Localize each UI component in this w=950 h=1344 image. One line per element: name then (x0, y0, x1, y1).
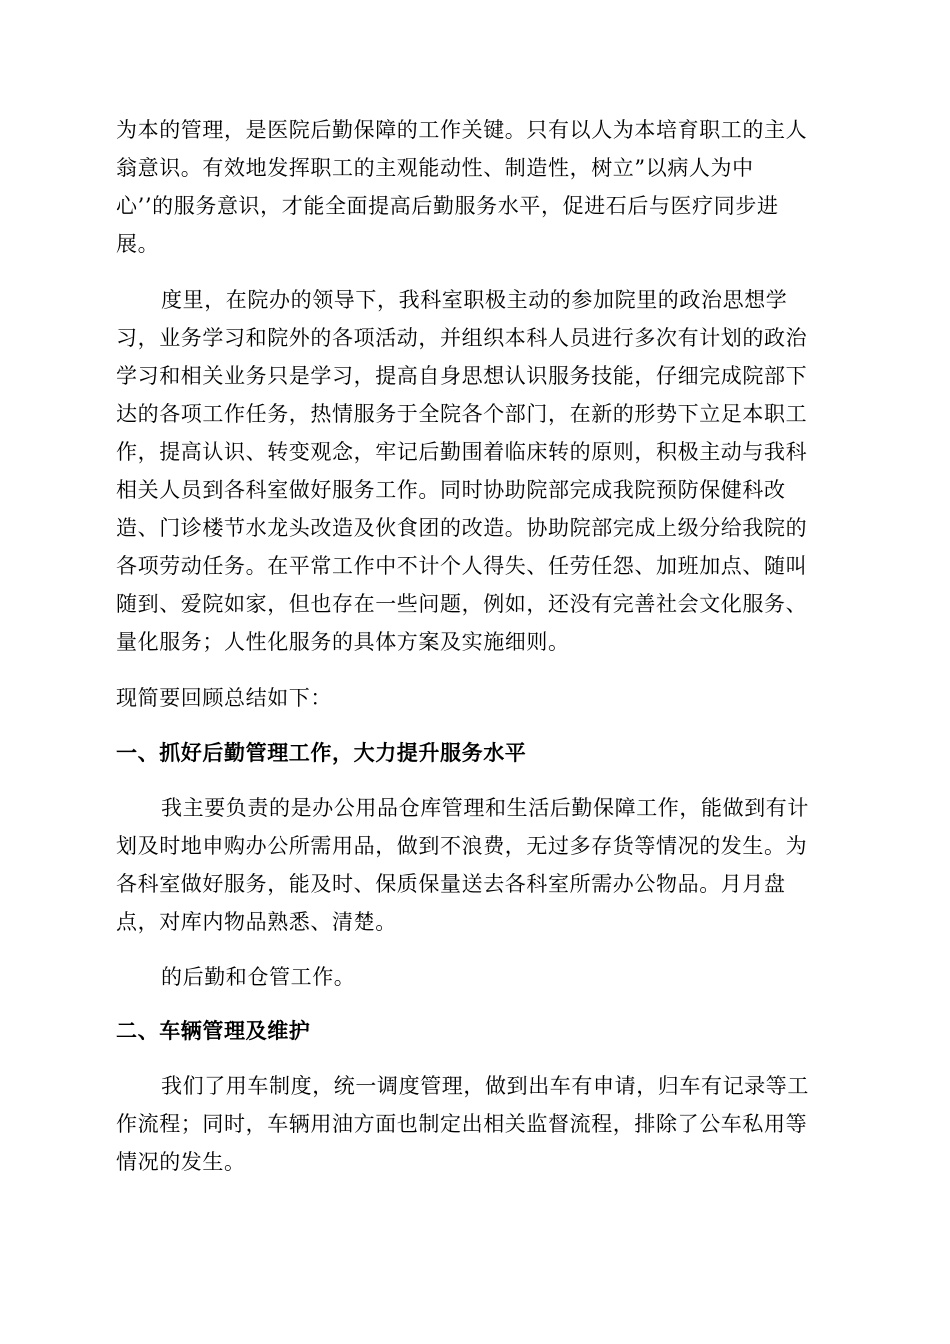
text-line: 我主要负责的是办公用品仓库管理和生活后勤保障工作，能做到有计 (161, 796, 809, 820)
text-line: 展。 (116, 232, 160, 256)
text-line: 情况的发生。 (116, 1150, 246, 1174)
section-heading: 一、抓好后勤管理工作，大力提升服务水平 (116, 740, 527, 765)
text-line: 相关人员到各科室做好服务工作。同时协助院部完成我院预防保健科改 (116, 478, 786, 502)
text-line: 习，业务学习和院外的各项活动，并组织本科人员进行多次有计划的政治 (116, 326, 808, 350)
text-line: 的后勤和仓管工作。 (161, 965, 356, 989)
text-line: 造、门诊楼节水龙头改造及伙食团的改造。协助院部完成上级分给我院的 (116, 516, 808, 540)
text-line: 点，对库内物品熟悉、清楚。 (116, 910, 397, 934)
text-line: 达的各项工作任务，热情服务于全院各个部门，在新的形势下立足本职工 (116, 402, 808, 426)
text-line: 随到、爱院如家，但也存在一些问题，例如，还没有完善社会文化服务、 (116, 592, 808, 616)
text-line: 作流程；同时，车辆用油方面也制定出相关监督流程，排除了公车私用等 (116, 1112, 808, 1136)
text-line: 心’’的服务意识，才能全面提高后勤服务水平，促进石后与医疗同步进 (116, 194, 779, 218)
text-line: 量化服务；人性化服务的具体方案及实施细则。 (116, 630, 570, 654)
text-line: 划及时地申购办公所需用品，做到不浪费，无过多存货等情况的发生。为 (116, 834, 808, 858)
text-line: 各项劳动任务。在平常工作中不计个人得失、任劳任怨、加班加点、随叫 (116, 554, 808, 578)
text-line: 度里，在院办的领导下，我科室职极主动的参加院里的政治思想学 (161, 288, 788, 312)
text-line: 为本的管理，是医院后勤保障的工作关键。只有以人为本培育职工的主人 (116, 118, 808, 142)
text-line: 我们了用车制度，统一调度管理，做到出车有申请，归车有记录等工 (161, 1074, 809, 1098)
text-line: 现简要回顾总结如下： (116, 686, 332, 710)
text-line: 翁意识。有效地发挥职工的主观能动性、制造性，树立”以病人为中 (116, 156, 754, 180)
text-line: 各科室做好服务，能及时、保质保量送去各科室所需办公物品。月月盘 (116, 872, 786, 896)
section-heading: 二、车辆管理及维护 (116, 1018, 311, 1043)
text-line: 作，提高认识、转变观念，牢记后勤围着临床转的原则，积极主动与我科 (116, 440, 808, 464)
text-line: 学习和相关业务只是学习，提高自身思想认识服务技能，仔细完成院部下 (116, 364, 808, 388)
